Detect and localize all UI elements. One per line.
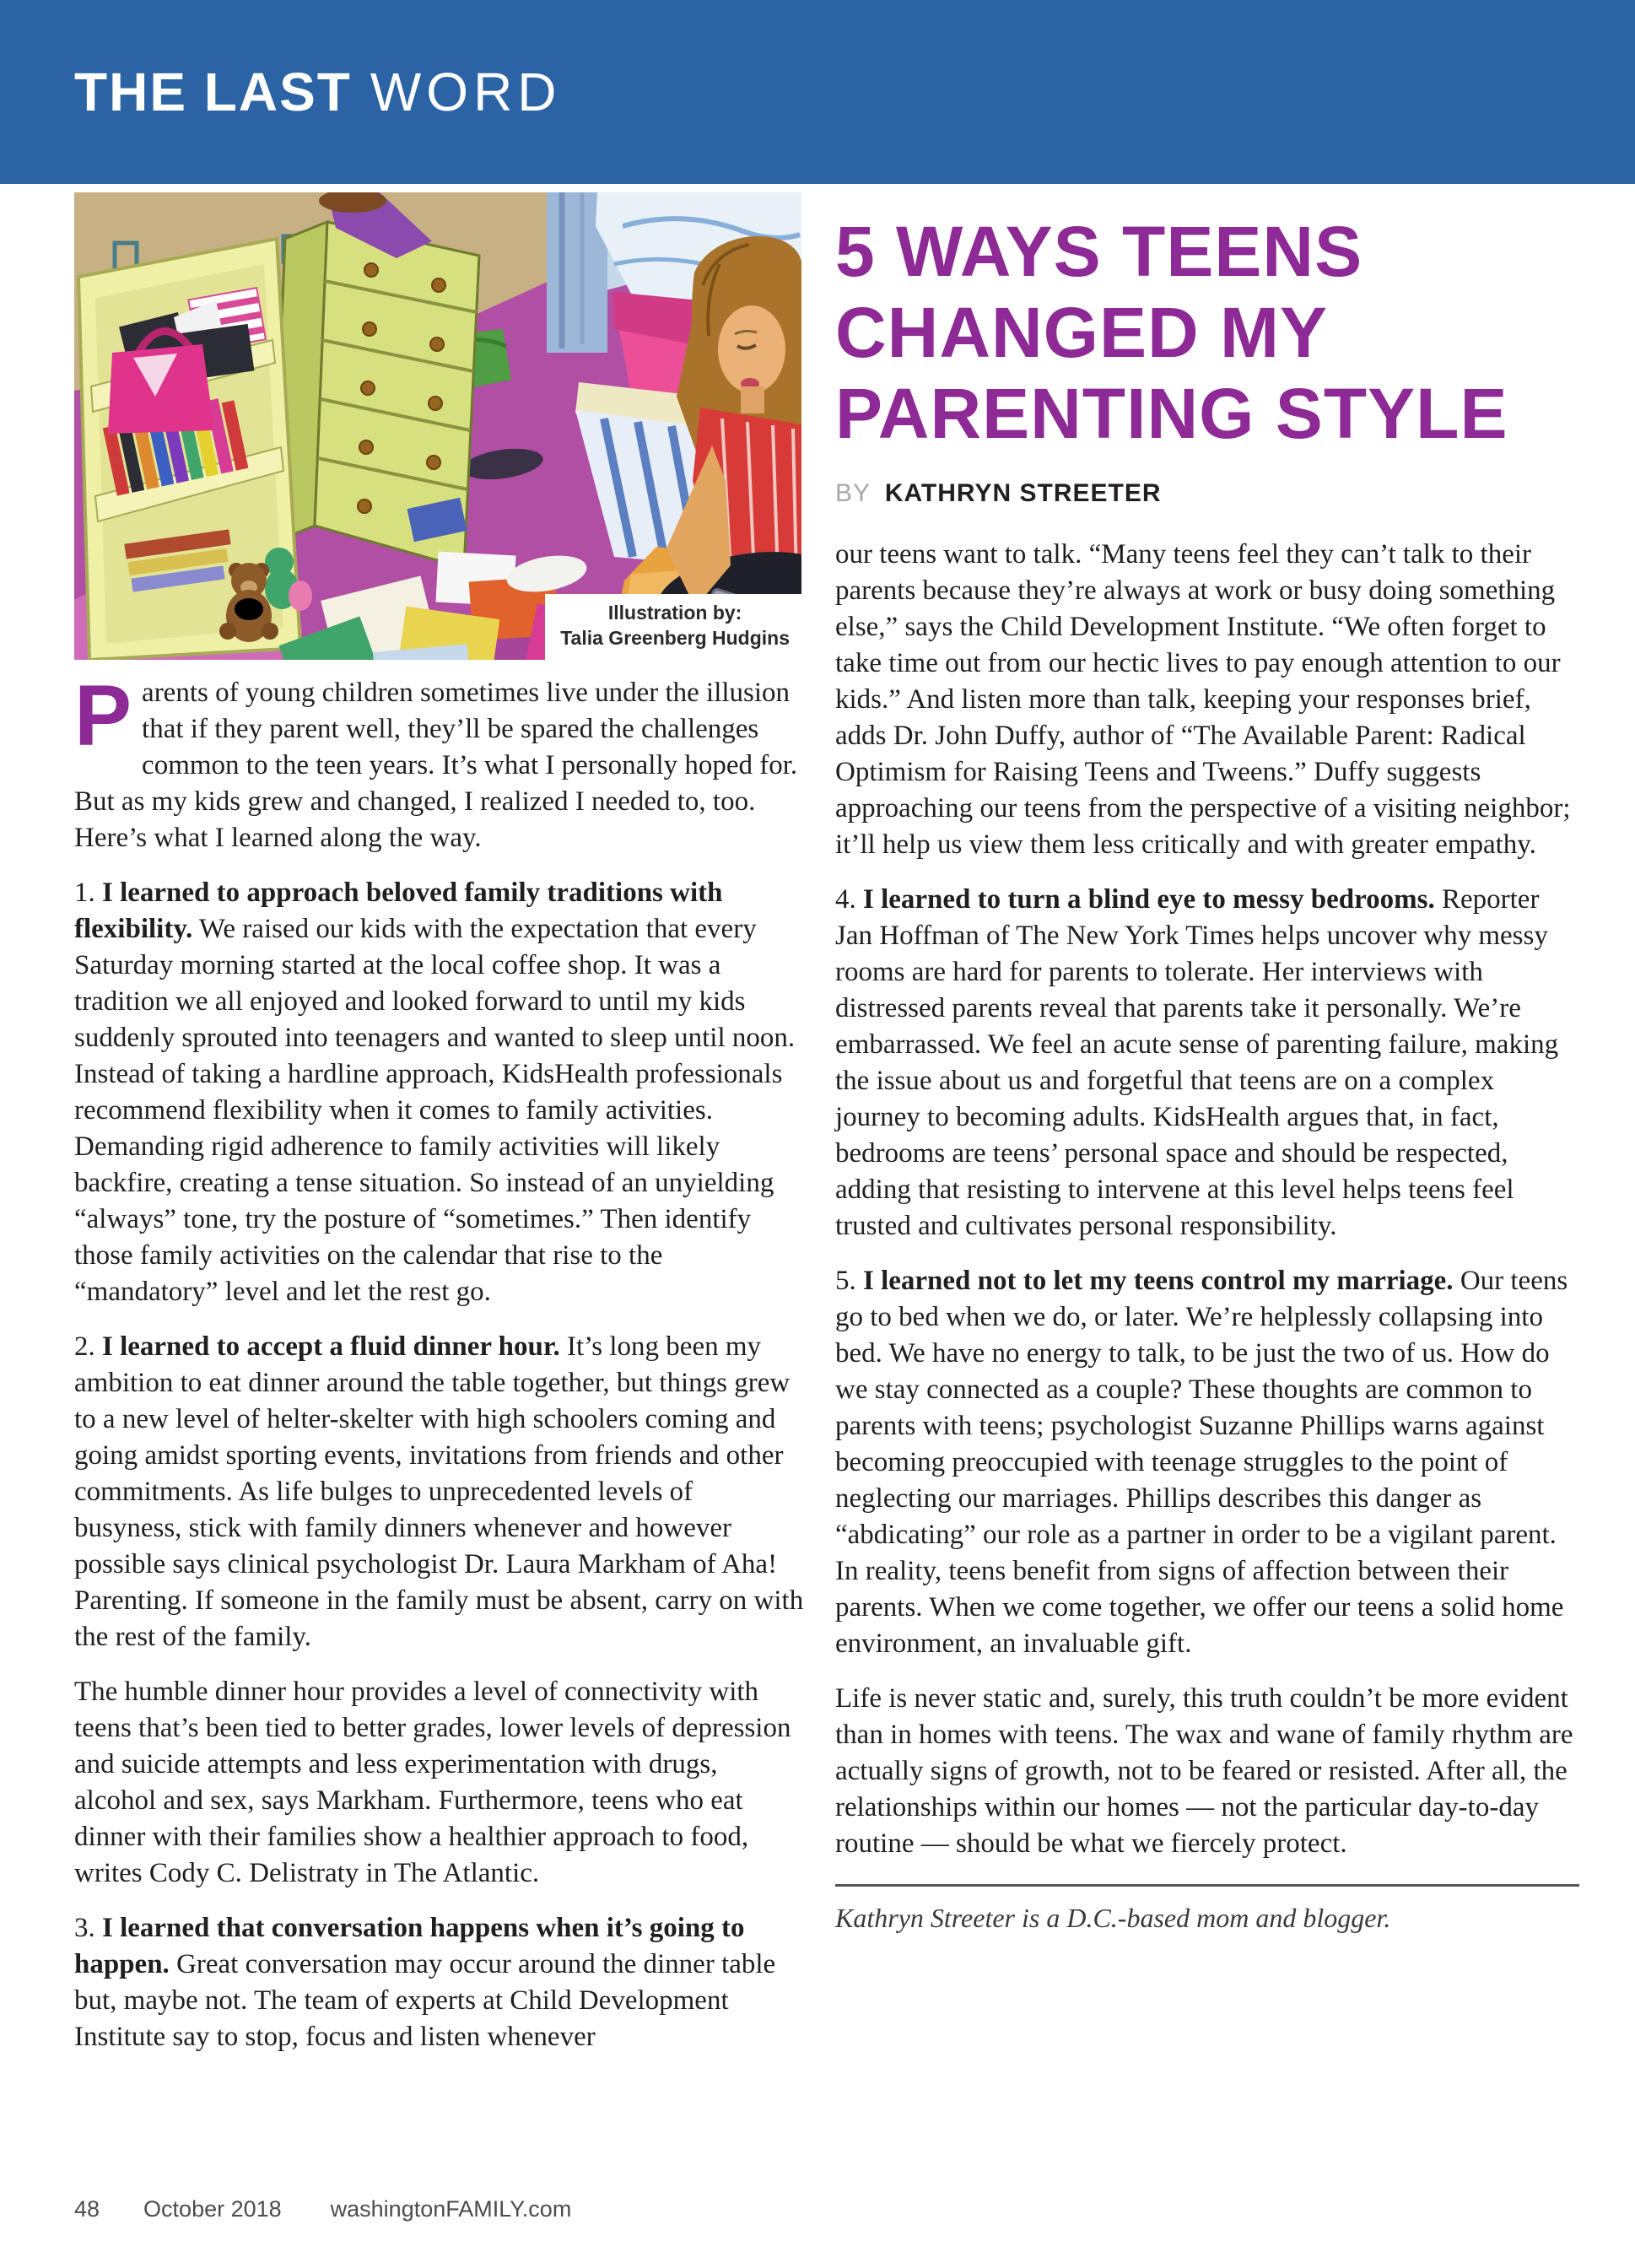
section-3-body: Great conversation may occur around the dinner table but, maybe not. The team of experts at Child Development Institute say to stop, focus and listen whenever <box>74 1949 776 2052</box>
section-5-body: Our teens go to bed when we do, or later. We’re helplessly collapsing into bed. We have no energy to talk, to be just the two of us. How do we stay connected as a couple? These thoughts are common to parents with teens; psychologist Suzanne Phillips warns against becoming preoccupied with teenage struggles to the point of neglecting our marriages. Phillips describes this danger as “abdicating” our role as a partner in order to be a vigilant parent. In reality, teens benefit from signs of affection between their parents. When we come together, we offer our teens a solid home environment, an invaluable gift. <box>835 1266 1568 1659</box>
title-line-3: PARENTING STYLE <box>835 374 1508 453</box>
section-2 <box>74 1329 805 1655</box>
issue-date: October 2018 <box>143 2196 282 2222</box>
section-3 <box>74 1910 805 2055</box>
credit-line-1: Illustration by: <box>607 602 742 624</box>
section-2-lead: I learned to accept a fluid dinner hour. <box>102 1331 560 1362</box>
right-column <box>835 192 1579 2055</box>
section-1-body: We raised our kids with the expectation that every Saturday morning started at the local coffee shop. It was a tradition we all enjoyed and looked forward to until my kids suddenly sprouted into teenagers and wanted to sleep until noon. Instead of taking a hardline approach, KidsHealth professionals recommend flexibility when it comes to family activities. Demanding rigid adherence to family activities will likely backfire, creating a tense situation. So instead of an unyielding “always” tone, try the posture of “sometimes.” Then identify those family activities on the calendar that rise to the “mandatory” level and let the rest go. <box>74 914 796 1307</box>
section-4-number: 4. <box>835 884 856 915</box>
section-5 <box>835 1263 1579 1662</box>
continued-paragraph: our teens want to talk. “Many teens feel they can’t talk to their parents because they’re always at work or busy doing something else,” says the Child Development Institute. “We often forget to take time out from our hectic lives to pay enough attention to our kids.” And listen more than talk, keeping your responses brief, adds Dr. John Duffy, author of “The Available Parent: Radical Optimism for Raising Teens and Tweens.” Duffy suggests approaching our teens from the perspective of a visiting neighbor; it’ll help us view them less critically and with greater empathy. <box>835 539 1571 860</box>
page-number: 48 <box>74 2196 100 2222</box>
bedroom-illustration <box>74 192 801 660</box>
section-2-body: It’s long been my ambition to eat dinner around the table together, but things grew to a new level of helter-skelter with high schoolers coming and going amidst sporting events, invitations from friends and other commitments. As life bulges to unprecedented levels of busyness, stick with family dinners whenever and however possible says clinical psychologist Dr. Laura Markham of Aha! Parenting. If someone in the family must be absent, carry on with the rest of the family. <box>74 1331 804 1652</box>
byline-author: KATHRYN STREETER <box>884 479 1162 507</box>
section-1-number: 1. <box>74 878 95 908</box>
section-5-number: 5. <box>835 1266 856 1296</box>
intro-text: arents of young children sometimes live under the illusion that if they parent well, they’ll be spared the challenges common to the teen years. It’s what I personally hoped for. But as my kids grew and changed, I realized I needed to, too. Here’s what I learned along the way. <box>74 678 798 853</box>
section-4-lead: I learned to turn a blind eye to messy bedrooms. <box>863 884 1435 915</box>
article-title <box>835 211 1579 454</box>
left-column <box>74 192 805 2055</box>
dinner-paragraph: The humble dinner hour provides a level of connectivity with teens that’s been tied to better grades, lower levels of depression and suicide attempts and less experimentation with drugs, alcohol and sex, says Markham. Furthermore, teens who eat dinner with their families show a healthier approach to food, writes Cody C. Delistraty in The Atlantic. <box>74 1677 791 1888</box>
banner-title-light: WORD <box>370 62 562 122</box>
title-line-2: CHANGED MY <box>835 293 1329 372</box>
intro-paragraph <box>74 667 805 856</box>
section-4-body: Reporter Jan Hoffman of The New York Times helps uncover why messy rooms are hard for parents to tolerate. Her interviews with distressed parents reveal that parents take it personally. We’re embarrassed. We feel an acute sense of parenting failure, making the issue about us and forgetful that teens are on a complex journey to becoming adults. KidsHealth argues that, in fact, bedrooms are teens’ personal space and should be respected, adding that resisting to intervene at this level helps teens feel trusted and cultivates personal responsibility. <box>835 884 1559 1241</box>
section-3-lead: I learned that conversation happens when it’s going to happen. <box>74 1913 745 1979</box>
article-content <box>0 184 1635 2055</box>
section-1 <box>74 875 805 1310</box>
section-3-number: 3. <box>74 1913 95 1943</box>
author-divider <box>835 1884 1579 1887</box>
bedroom-illustration-art <box>74 192 801 660</box>
byline <box>835 479 1579 508</box>
section-1-lead: I learned to approach beloved family traditions with flexibility. <box>74 878 723 944</box>
section-4 <box>835 882 1579 1245</box>
drop-cap: P <box>74 667 132 764</box>
banner-title-bold: THE LAST <box>74 62 352 122</box>
byline-prefix: BY <box>835 479 871 507</box>
author-note: Kathryn Streeter is a D.C.-based mom and blogger. <box>835 1903 1391 1933</box>
illustration-credit <box>545 594 801 660</box>
closing-paragraph: Life is never static and, surely, this truth couldn’t be more evident than in homes with teens. The wax and wane of family rhythm are actually signs of growth, not to be feared or resisted. After all, the relationships within our homes — not the particular day-to-day routine — should be what we fiercely protect. <box>835 1683 1573 1859</box>
website-name: washingtonFAMILY.com <box>330 2196 572 2222</box>
section-2-number: 2. <box>74 1331 95 1362</box>
page-footer <box>74 2196 571 2222</box>
title-line-1: 5 WAYS TEENS <box>835 212 1363 291</box>
credit-line-2: Talia Greenberg Hudgins <box>560 627 790 650</box>
section-banner <box>0 0 1635 184</box>
section-5-lead: I learned not to let my teens control my marriage. <box>863 1266 1454 1296</box>
